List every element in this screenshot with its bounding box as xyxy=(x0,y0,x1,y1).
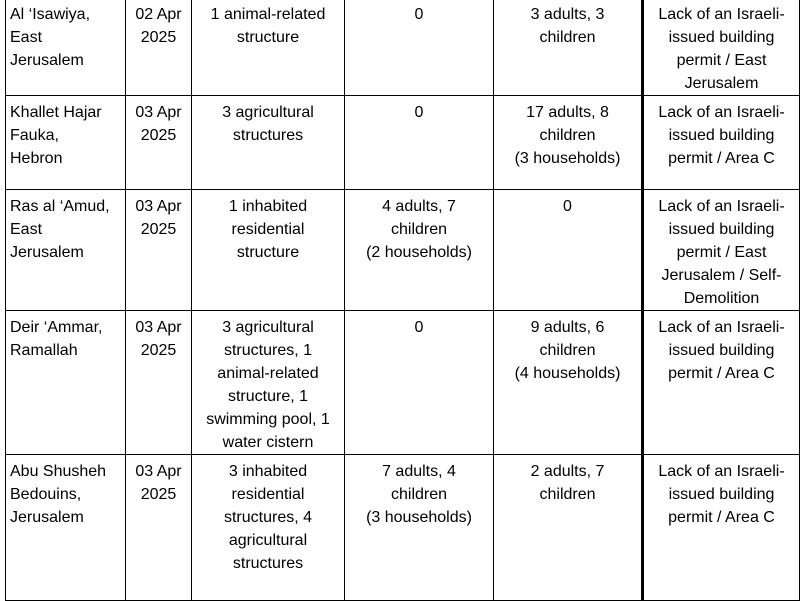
affected-cell: 2 adults, 7 children xyxy=(494,455,643,601)
structures-cell: 1 animal-related structure xyxy=(192,0,345,96)
displaced-cell: 4 adults, 7 children (2 households) xyxy=(345,190,494,311)
displaced-cell: 0 xyxy=(345,96,494,190)
table-row xyxy=(6,0,800,96)
affected-cell: 17 adults, 8 children (3 households) xyxy=(494,96,643,190)
location-cell: Ras al ‘Amud, East Jerusalem xyxy=(6,190,126,311)
affected-cell: 9 adults, 6 children (4 households) xyxy=(494,311,643,455)
location-cell: Al ‘Isawiya, East Jerusalem xyxy=(6,0,126,96)
structures-cell: 3 agricultural structures, 1 animal-related structure, 1 swimming pool, 1 water cistern xyxy=(192,311,345,455)
displaced-cell: 0 xyxy=(345,311,494,455)
structures-cell: 3 inhabited residential structures, 4 agricultural structures xyxy=(192,455,345,601)
reason-cell: Lack of an Israeli- issued building permit / Area C xyxy=(643,455,800,601)
date-cell: 03 Apr 2025 xyxy=(126,311,192,455)
reason-cell: Lack of an Israeli- issued building permit / East Jerusalem xyxy=(643,0,800,96)
table-row xyxy=(6,96,800,190)
location-cell: Khallet Hajar Fauka, Hebron xyxy=(6,96,126,190)
displaced-cell: 7 adults, 4 children (3 households) xyxy=(345,455,494,601)
affected-cell: 3 adults, 3 children xyxy=(494,0,643,96)
table-row xyxy=(6,311,800,455)
table-row xyxy=(6,190,800,311)
displaced-cell: 0 xyxy=(345,0,494,96)
date-cell: 03 Apr 2025 xyxy=(126,96,192,190)
table-row xyxy=(6,455,800,601)
reason-cell: Lack of an Israeli- issued building permit / East Jerusalem / Self- Demolition xyxy=(643,190,800,311)
reason-cell: Lack of an Israeli- issued building permit / Area C xyxy=(643,96,800,190)
affected-cell: 0 xyxy=(494,190,643,311)
date-cell: 02 Apr 2025 xyxy=(126,0,192,96)
date-cell: 03 Apr 2025 xyxy=(126,455,192,601)
structures-cell: 3 agricultural structures xyxy=(192,96,345,190)
demolitions-table xyxy=(5,0,800,601)
reason-cell: Lack of an Israeli- issued building permit / Area C xyxy=(643,311,800,455)
structures-cell: 1 inhabited residential structure xyxy=(192,190,345,311)
location-cell: Deir ‘Ammar, Ramallah xyxy=(6,311,126,455)
location-cell: Abu Shusheh Bedouins, Jerusalem xyxy=(6,455,126,601)
date-cell: 03 Apr 2025 xyxy=(126,190,192,311)
